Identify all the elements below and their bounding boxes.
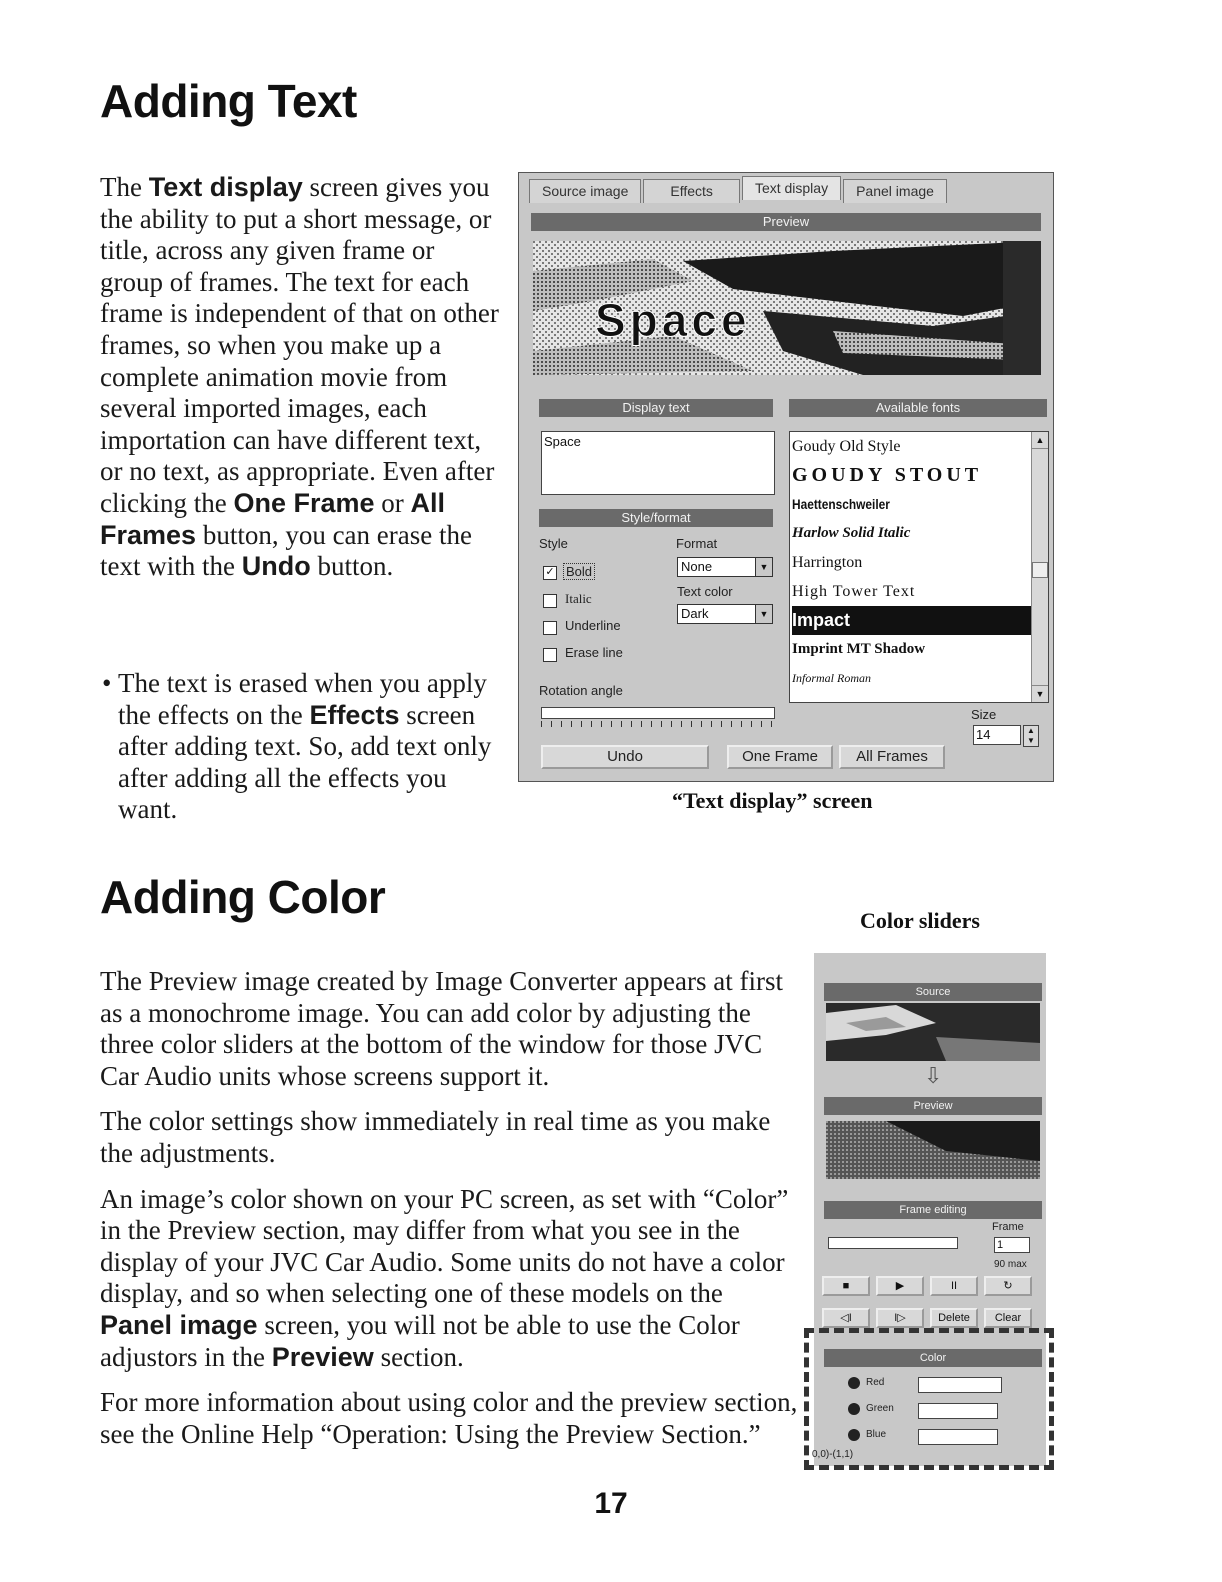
style-format-title: Style/format — [539, 509, 773, 527]
preview-image — [533, 241, 1041, 375]
tab-text-display[interactable]: Text display — [742, 176, 841, 200]
bold-option-label: Bold — [563, 563, 595, 580]
font-list[interactable] — [789, 431, 1049, 703]
text-color-label: Text color — [677, 584, 733, 599]
preview-photo-small — [826, 1121, 1040, 1179]
size-spinner[interactable]: ▲ ▼ — [1023, 725, 1039, 747]
coordinates-readout: 0,0)-(1,1) — [812, 1449, 854, 1460]
color-description — [100, 966, 800, 1464]
rotation-angle-label: Rotation angle — [539, 683, 623, 698]
format-select[interactable] — [677, 557, 773, 577]
text-display-description — [100, 172, 500, 597]
tab-source-image[interactable]: Source image — [529, 179, 641, 203]
stop-button[interactable]: ■ — [822, 1276, 870, 1296]
italic-option-label: Italic — [565, 591, 592, 606]
text-color-select[interactable] — [677, 604, 773, 624]
display-text-input[interactable]: Space — [541, 431, 775, 495]
rotation-ticks — [541, 721, 775, 727]
font-item[interactable]: GOUDY STOUT — [792, 464, 983, 486]
font-item-selected[interactable]: Impact — [792, 606, 1032, 635]
scroll-thumb[interactable] — [1032, 562, 1048, 578]
tab-panel-image[interactable]: Panel image — [843, 179, 947, 203]
red-label: Red — [866, 1377, 885, 1388]
size-label: Size — [971, 707, 997, 722]
text-display-caption: “Text display” screen — [672, 788, 873, 813]
color-highlight-box — [804, 1328, 1054, 1470]
preview-image-small — [826, 1121, 1040, 1179]
erase-line-checkbox[interactable] — [543, 648, 557, 662]
font-item[interactable]: Harlow Solid Italic — [792, 525, 911, 541]
underline-option-label: Underline — [565, 618, 621, 633]
undo-button[interactable]: Undo — [541, 745, 709, 769]
source-title: Source — [824, 983, 1042, 1001]
intro-paragraph: The Text display screen gives you the ability to put a short message, or title, across any given frame or group of frames. The text for each frame is independent of that on other frames, so when you make up a complete animation movie from several imported images, each importation can have different text, or no text, as appropriate. Even after clicking the One Frame or All Frames button, you can erase the text with the Undo button. — [100, 172, 499, 582]
text-display-screenshot — [518, 172, 1054, 782]
frame-slider[interactable] — [828, 1237, 958, 1249]
font-item[interactable]: Harrington — [792, 554, 863, 571]
bold-checkbox[interactable]: ✓ — [543, 566, 557, 580]
font-item[interactable]: Goudy Old Style — [792, 438, 901, 455]
all-frames-button[interactable]: All Frames — [839, 745, 945, 769]
one-frame-button[interactable]: One Frame — [727, 745, 833, 769]
chevron-down-icon: ▼ — [755, 558, 772, 576]
scroll-down-icon[interactable]: ▼ — [1032, 685, 1048, 702]
rotation-slider[interactable] — [541, 707, 775, 719]
frame-max-label: 90 max — [994, 1259, 1027, 1270]
format-label: Format — [676, 536, 718, 551]
font-item[interactable]: High Tower Text — [792, 583, 916, 600]
color-paragraph-4: For more information about using color and the preview section, see the Online Help “Operation: Using the Preview Section.” — [100, 1387, 798, 1449]
preview-overlay-text: Space — [595, 294, 751, 346]
tab-bar — [529, 179, 949, 203]
underline-checkbox[interactable] — [543, 621, 557, 635]
text-color-value: Dark — [681, 606, 709, 621]
chevron-down-icon: ▼ — [755, 605, 772, 623]
source-photo — [826, 1003, 1040, 1061]
erase-line-option-label: Erase line — [565, 645, 623, 660]
tab-effects[interactable]: Effects — [643, 179, 740, 203]
next-frame-button[interactable]: I▷ — [876, 1308, 924, 1328]
loop-button[interactable]: ↻ — [984, 1276, 1032, 1296]
font-item[interactable]: Haettenschweiler — [792, 496, 890, 512]
green-label: Green — [866, 1403, 894, 1414]
preview-title: Preview — [531, 213, 1041, 231]
scroll-up-icon[interactable]: ▲ — [1032, 432, 1048, 449]
color-title: Color — [824, 1349, 1042, 1367]
prev-frame-button[interactable]: ◁I — [822, 1308, 870, 1328]
bullet-dot: • — [102, 668, 112, 698]
blue-label: Blue — [866, 1429, 887, 1440]
color-sliders-caption: Color sliders — [860, 908, 980, 933]
frame-editing-title: Frame editing — [824, 1201, 1042, 1219]
section-heading-adding-color: Adding Color — [100, 871, 386, 923]
source-image — [826, 1003, 1040, 1061]
arrow-down-icon: ⇩ — [924, 1063, 943, 1088]
style-label: Style — [539, 536, 568, 551]
page-number: 17 — [594, 1487, 628, 1520]
color-paragraph-2: The color settings show immediately in real time as you make the adjustments. — [100, 1106, 771, 1168]
delete-button[interactable]: Delete — [930, 1308, 978, 1328]
pause-button[interactable]: II — [930, 1276, 978, 1296]
available-fonts-title: Available fonts — [789, 399, 1047, 417]
section-heading-adding-text: Adding Text — [100, 75, 357, 127]
color-paragraph-3: An image’s color shown on your PC screen, as set with “Color” in the Preview section, may differ from what you see in the display of your JVC Car Audio. Some units do not have a color display, and so when selecting one of these models on the Panel image screen, you will not be able to use the Color adjustors in the Preview section. — [100, 1183, 789, 1372]
play-button[interactable]: ▶ — [876, 1276, 924, 1296]
color-paragraph-1: The Preview image created by Image Converter appears at first as a monochrome image. You can add color by adjusting the three color sliders at the bottom of the window for those JVC Car Audio units whose screens support it. — [100, 966, 783, 1091]
font-item[interactable]: Informal Roman — [792, 671, 871, 685]
italic-checkbox[interactable] — [543, 594, 557, 608]
preview-title-small: Preview — [824, 1097, 1042, 1115]
frame-label: Frame — [992, 1221, 1024, 1233]
format-value: None — [681, 559, 713, 574]
size-input[interactable]: 14 — [973, 725, 1021, 745]
clear-button[interactable]: Clear — [984, 1308, 1032, 1328]
font-list-scrollbar[interactable] — [1031, 432, 1048, 702]
bullet-note: • The text is erased when you apply the effects on the Effects screen after adding text. So, add text only after adding all the effects you want. — [102, 668, 492, 825]
frame-input[interactable]: 1 — [994, 1237, 1030, 1253]
display-text-title: Display text — [539, 399, 773, 417]
font-item[interactable]: Imprint MT Shadow — [792, 641, 926, 657]
